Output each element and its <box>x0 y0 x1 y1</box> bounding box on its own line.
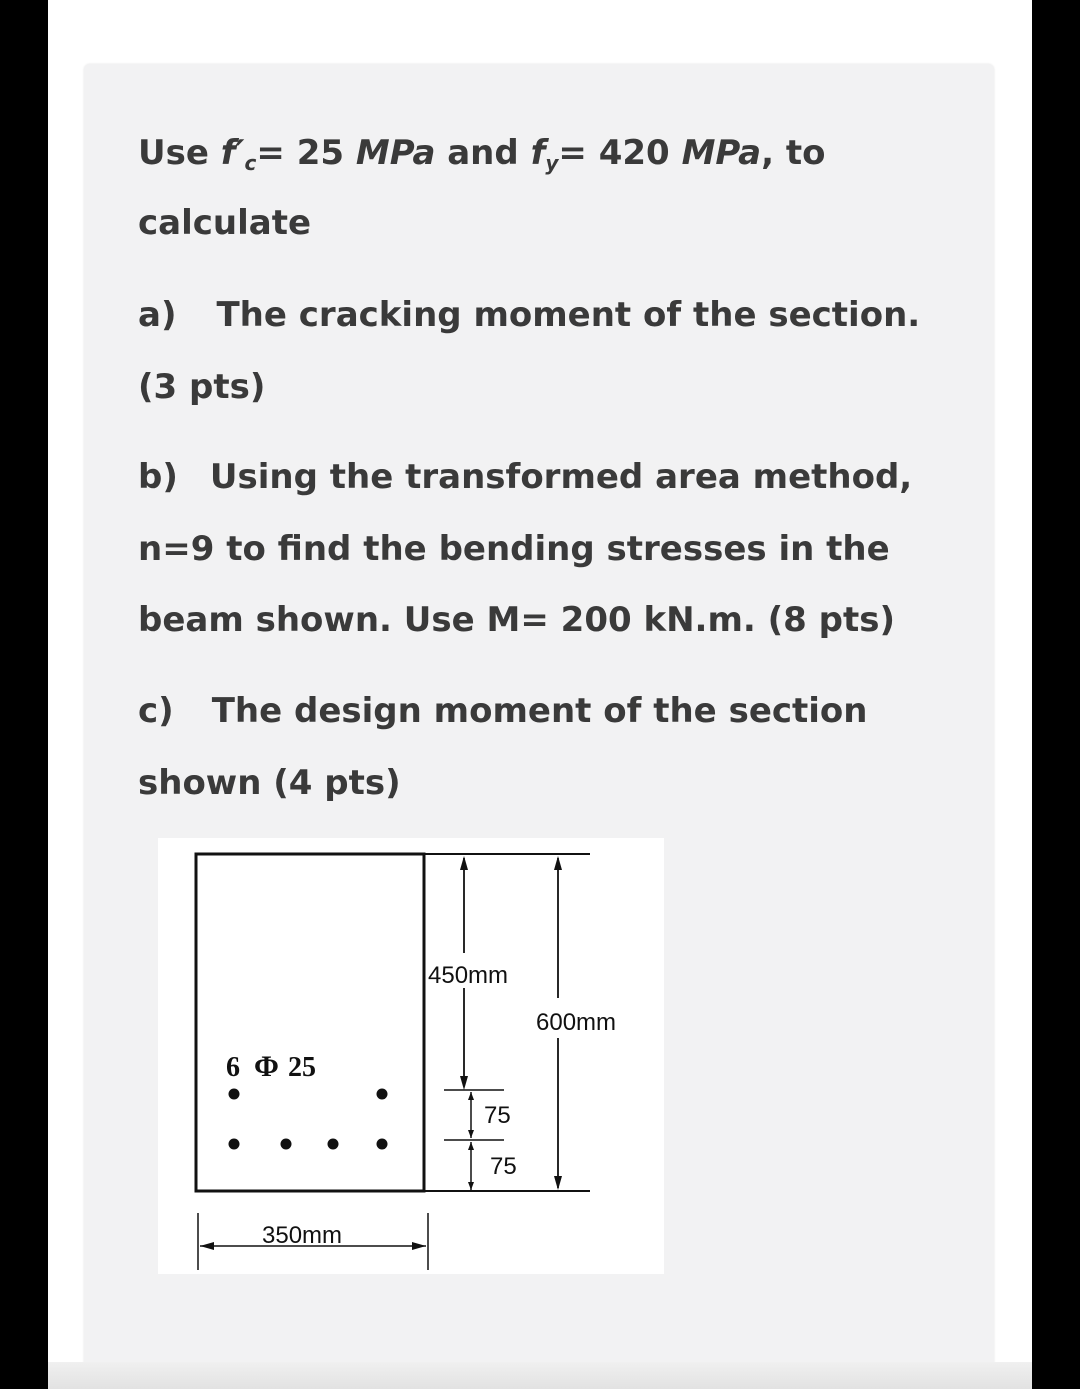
label-600mm: 600mm <box>536 1009 617 1036</box>
part-a-label: a) <box>138 295 177 335</box>
part-b-line-3: beam shown. Use M= 200 kN.m. (8 pts) <box>138 600 896 640</box>
label-450mm: 450mm <box>428 962 509 989</box>
beam-section-figure <box>158 838 664 1274</box>
label-cover-75: 75 <box>490 1153 517 1180</box>
part-b-label: b) <box>138 457 178 497</box>
label-350mm: 350mm <box>262 1222 343 1249</box>
part-b-line-2: n=9 to find the bending stresses in the <box>138 529 890 569</box>
part-c-line-2: shown (4 pts) <box>138 763 401 803</box>
intro-line-2: calculate <box>138 203 312 243</box>
part-c-label: c) <box>138 691 174 731</box>
question-card <box>84 64 994 1389</box>
label-bar-symbol: Φ <box>254 1050 279 1083</box>
rebar <box>281 1139 292 1150</box>
rebar <box>229 1139 240 1150</box>
part-a-line-1: a) The cracking moment of the section. <box>138 295 921 335</box>
rebar <box>229 1089 240 1100</box>
screen <box>48 0 1032 1389</box>
part-b-line-1: b) Using the transformed area method, <box>138 457 913 497</box>
part-c-line-1: c) The design moment of the section <box>138 691 868 731</box>
rebar <box>377 1089 388 1100</box>
label-bar-size: 25 <box>288 1052 316 1083</box>
label-bar-count: 6 <box>226 1052 240 1083</box>
part-a-line-2: (3 pts) <box>138 367 266 407</box>
bottom-bar <box>48 1362 1032 1389</box>
rebar <box>377 1139 388 1150</box>
label-spacing-75: 75 <box>484 1102 511 1129</box>
intro-line-1: Use f′c= 25 MPa and fy= 420 MPa, to <box>138 133 826 175</box>
rebar <box>328 1139 339 1150</box>
